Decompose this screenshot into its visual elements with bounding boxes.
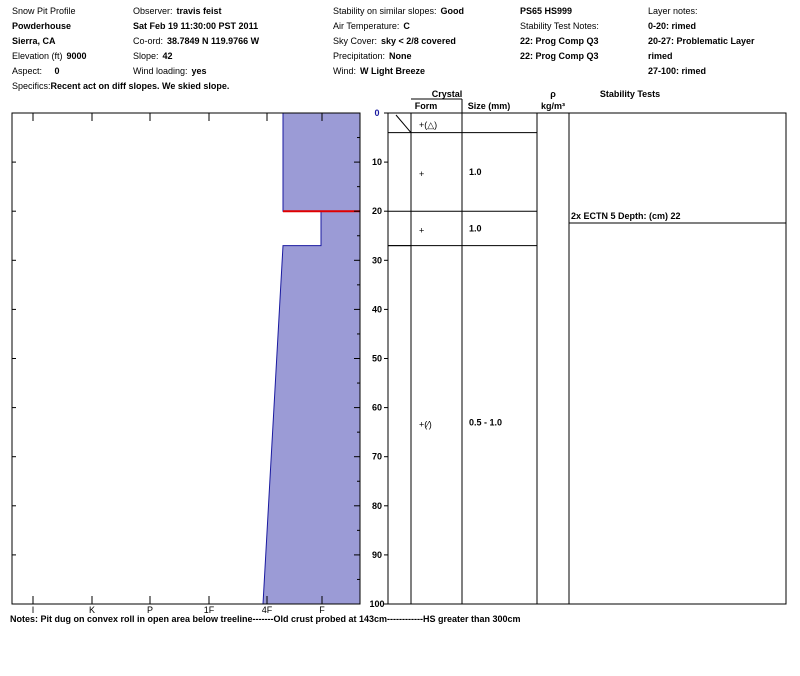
site-name: Powderhouse [12, 21, 72, 31]
stability-test-notes-label: Stability Test Notes: [520, 21, 599, 31]
air-temperature: Air Temperature: C [333, 21, 410, 31]
stability-test-note: 22: Prog Comp Q3 [520, 36, 599, 46]
hardness-tick-label: K [88, 605, 96, 615]
crystal-form-icon: +(△) [419, 119, 438, 130]
layer-note: 0-20: rimed [648, 21, 697, 31]
crystal-form-icon: + [419, 225, 425, 236]
specifics: Specifics:Recent act on diff slopes. We skied slope. [12, 81, 230, 91]
size-header: Size (mm) [467, 101, 511, 111]
layer-notes-label: Layer notes: [648, 6, 698, 16]
profile-title: Snow Pit Profile [12, 6, 76, 16]
elevation: Elevation (ft) 9000 [12, 51, 87, 61]
stability-tests-header: Stability Tests [599, 89, 661, 99]
hardness-tick-label: I [31, 605, 35, 615]
hardness-tick-label: 1F [203, 605, 215, 615]
table-frame [388, 113, 786, 604]
hardness-profile [263, 113, 360, 604]
crystal-size: 1.0 [469, 166, 482, 177]
notes: Notes: Pit dug on convex roll in open area below treeline-------Old crust probed at 143cm------------HS greater than 300cm [10, 614, 521, 624]
hardness-tick-label: F [319, 605, 325, 615]
sky-cover: Sky Cover: sky < 2/8 covered [333, 36, 456, 46]
depth-tick-label: 80 [371, 500, 383, 511]
depth-tick-label: 100 [369, 599, 385, 609]
form-header: Form [414, 101, 438, 111]
depth-tick-label: 20 [371, 206, 383, 217]
layer-note: 20-27: Problematic Layer [648, 36, 755, 46]
coordinates: Co-ord: 38.7849 N 119.9766 W [133, 36, 260, 46]
observer: Observer: travis feist [133, 6, 222, 16]
layer-note: rimed [648, 51, 673, 61]
crystal-size: 0.5 - 1.0 [469, 417, 503, 428]
crystal-form-icon: +(⁄) [419, 419, 432, 430]
density-header: ρ [550, 89, 556, 99]
datetime: Sat Feb 19 11:30:00 PST 2011 [133, 21, 259, 31]
stability-similar-slopes: Stability on similar slopes: Good [333, 6, 465, 16]
aspect: Aspect: 0 [12, 66, 60, 76]
depth-tick-label: 40 [371, 304, 383, 315]
depth-tick-label: 70 [371, 451, 383, 462]
wind: Wind: W Light Breeze [333, 66, 426, 76]
precipitation: Precipitation: None [333, 51, 412, 61]
depth-tick-label: 10 [371, 157, 383, 168]
depth-tick-label: 90 [371, 549, 383, 560]
crystal-header: Crystal [431, 89, 463, 99]
slope: Slope: 42 [133, 51, 173, 61]
depth-tick-label: 0 [374, 108, 380, 118]
depth-tick-label: 50 [371, 353, 383, 364]
wind-loading: Wind loading: yes [133, 66, 207, 76]
stability-test-note: 22: Prog Comp Q3 [520, 51, 599, 61]
stability-test-result: 2x ECTN 5 Depth: (cm) 22 [571, 211, 681, 222]
depth-tick-label: 30 [371, 255, 383, 266]
layer-note: 27-100: rimed [648, 66, 707, 76]
crystal-size: 1.0 [469, 223, 482, 234]
hardness-tick-label: P [146, 605, 154, 615]
region: Sierra, CA [12, 36, 56, 46]
layer-connector [396, 115, 411, 133]
hardness-tick-label: 4F [261, 605, 273, 615]
density-unit: kg/m³ [540, 101, 566, 111]
depth-tick-label: 60 [371, 402, 383, 413]
crystal-form-icon: + [419, 168, 425, 179]
ps-hs: PS65 HS999 [520, 6, 573, 16]
